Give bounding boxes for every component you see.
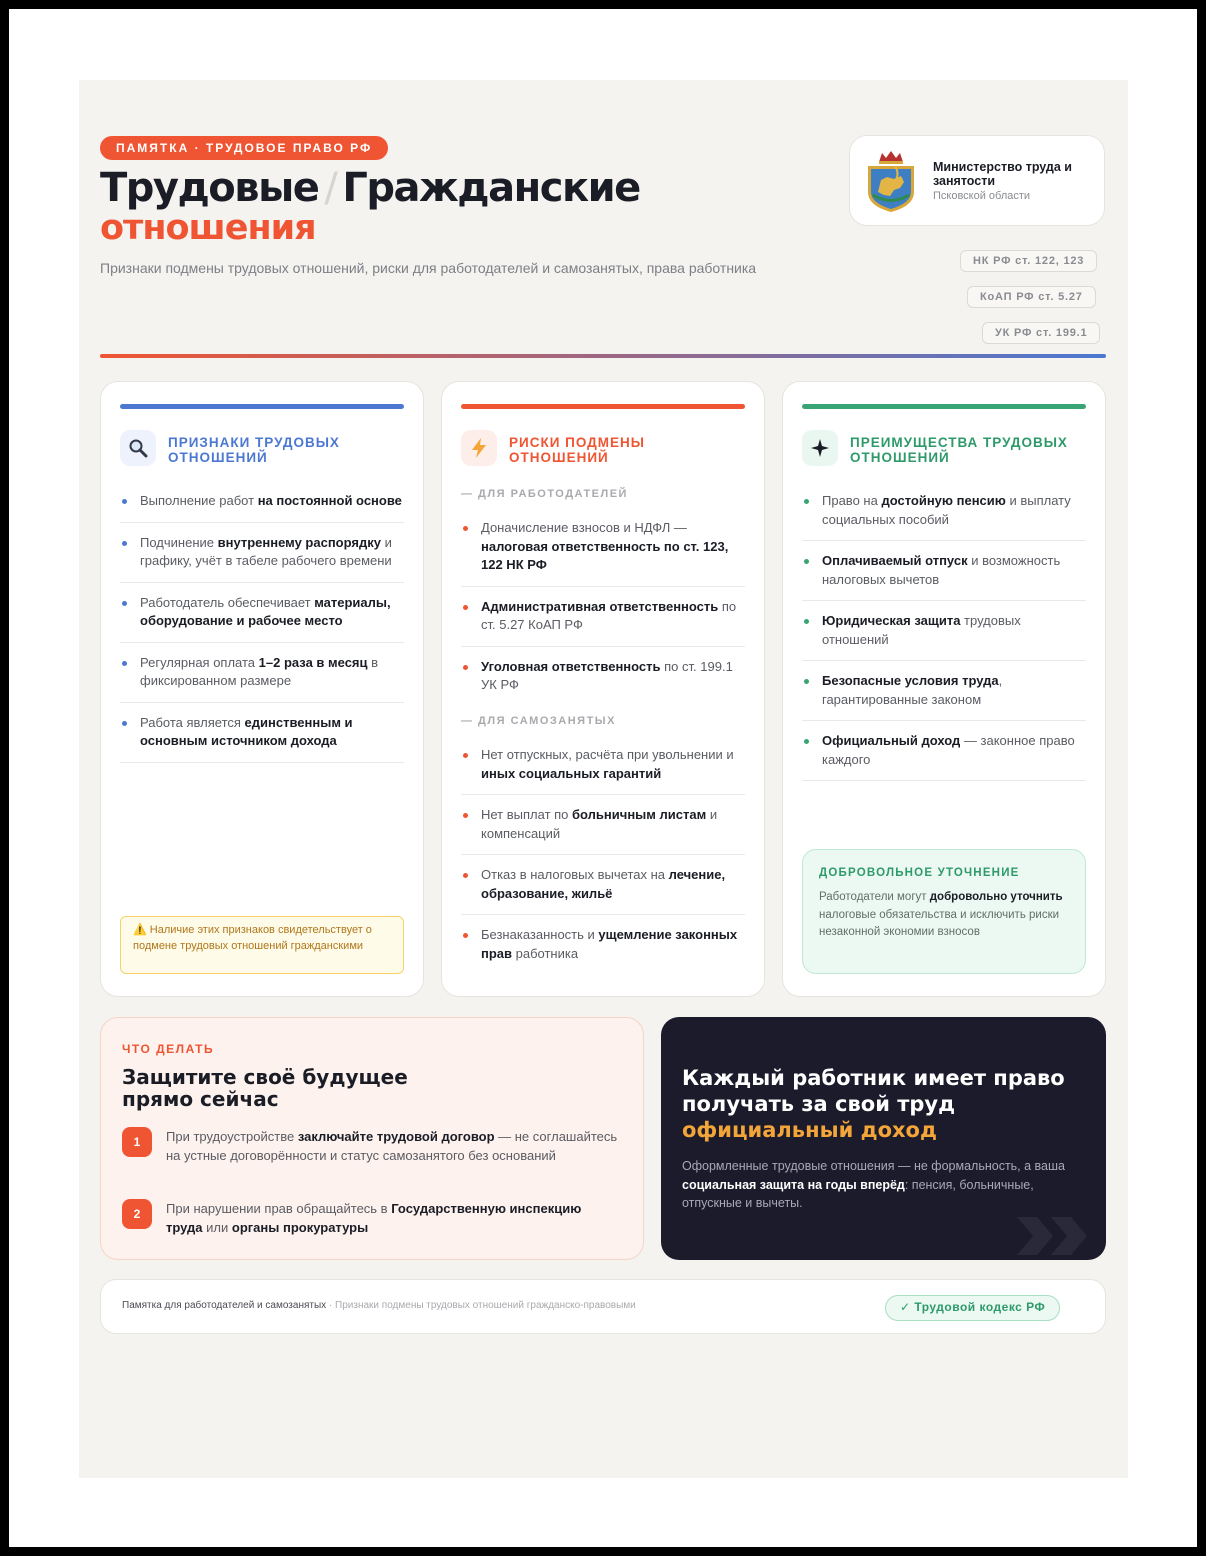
list-item: Право на достойную пенсию и выплату социальных пособий <box>802 492 1086 541</box>
list-item: Отказ в налоговых вычетах на лечение, образование, жильё <box>461 866 745 915</box>
law-tag-criminal-code: УК РФ ст. 199.1 <box>982 322 1100 344</box>
list-item: Уголовная ответственность по ст. 199.1 УК РФ <box>461 658 745 706</box>
title-accent: отношения <box>100 208 316 248</box>
ministry-name: Министерство труда и занятости <box>933 160 1072 188</box>
list-item: Оплачиваемый отпуск и возможность налоговых вычетов <box>802 552 1086 601</box>
title-slash: / <box>324 165 337 211</box>
sparkle-icon <box>802 430 838 466</box>
labor-code-badge: ✓ Трудовой кодекс РФ <box>885 1295 1060 1321</box>
todo-label: ЧТО ДЕЛАТЬ <box>122 1042 215 1056</box>
step-text: При нарушении прав обращайтесь в Государственную инспекцию труда или органы прокуратуры <box>166 1201 582 1235</box>
list-item: Нет выплат по больничным листам и компенсаций <box>461 806 745 855</box>
promo-text: Оформленные трудовые отношения — не формальность, а ваша социальная защита на годы вперёд: пенсия, больничные, отпускные и вычеты. <box>682 1159 1065 1210</box>
selfemployed-risks-list <box>461 746 745 985</box>
ministry-card <box>849 135 1105 226</box>
promo-accent: официальный доход <box>682 1118 937 1142</box>
lightning-icon <box>461 430 497 466</box>
footer-text: Памятка для работодателей и самозанятых · Признаки подмены трудовых отношений гражданско-правовыми <box>122 1300 636 1311</box>
note-title: ДОБРОВОЛЬНОЕ УТОЧНЕНИЕ <box>819 867 1020 879</box>
list-item: Безопасные условия труда, гарантированные законом <box>802 672 1086 721</box>
footer <box>100 1279 1106 1334</box>
warning-icon: ⚠️ <box>133 924 147 936</box>
card-title: ПРЕИМУЩЕСТВА ТРУДОВЫХ ОТНОШЕНИЙ <box>850 435 1068 465</box>
benefits-list <box>802 492 1086 792</box>
header-divider <box>100 354 1106 358</box>
employers-label: — ДЛЯ РАБОТОДАТЕЛЕЙ <box>461 488 628 500</box>
signs-list <box>120 492 404 774</box>
list-item: Выполнение работ на постоянной основе <box>120 492 404 523</box>
voluntary-note <box>802 849 1086 974</box>
chevrons-icon <box>1013 1213 1093 1259</box>
step-number: 2 <box>122 1199 152 1229</box>
list-item: Работа является единственным и основным источником дохода <box>120 714 404 763</box>
search-icon <box>120 430 156 466</box>
todo-title: Защитите своё будущее прямо сейчас <box>122 1065 408 1111</box>
list-item: Нет отпускных, расчёта при увольнении и иных социальных гарантий <box>461 746 745 795</box>
card-accent-bar <box>120 404 404 409</box>
leaflet-page <box>79 80 1128 1478</box>
list-item: Безнаказанность и ущемление законных прав работника <box>461 926 745 974</box>
list-item: Официальный доход — законное право каждого <box>802 732 1086 781</box>
step-text: При трудоустройстве заключайте трудовой договор — не соглашайтесь на устные договорённости и статус самозанятого без оснований <box>166 1129 618 1163</box>
card-accent-bar <box>802 404 1086 409</box>
card-title: РИСКИ ПОДМЕНЫ ОТНОШЕНИЙ <box>509 435 646 465</box>
list-item: Регулярная оплата 1–2 раза в месяц в фиксированном размере <box>120 654 404 703</box>
law-tag-tax-code: НК РФ ст. 122, 123 <box>960 250 1097 272</box>
todo-panel <box>100 1017 644 1260</box>
page-title <box>100 165 640 211</box>
selfemployed-label: — ДЛЯ САМОЗАНЯТЫХ <box>461 715 616 727</box>
promo-title: Каждый работник имеет право получать за свой труд официальный доход <box>682 1066 1065 1142</box>
law-tag-admin-code: КоАП РФ ст. 5.27 <box>967 286 1096 308</box>
card-signs <box>100 381 424 997</box>
note-text: Работодатели могут добровольно уточнить налоговые обязательства и исключить риски незаконной экономии взносов <box>819 891 1063 938</box>
card-benefits <box>782 381 1106 997</box>
list-item: Подчинение внутреннему распорядку и графику, учёт в табеле рабочего времени <box>120 534 404 583</box>
list-item: Работодатель обеспечивает материалы, оборудование и рабочее место <box>120 594 404 643</box>
list-item: Юридическая защита трудовых отношений <box>802 612 1086 661</box>
coat-of-arms-icon <box>864 148 918 214</box>
ministry-region: Псковской области <box>933 190 1031 202</box>
warning-box <box>120 916 404 974</box>
title-part-labor: Трудовые <box>100 165 319 211</box>
employer-risks-list <box>461 519 745 717</box>
list-item: Доначисление взносов и НДФЛ — налоговая ответственность по ст. 123, 122 НК РФ <box>461 519 745 587</box>
promo-panel <box>661 1017 1106 1260</box>
card-title: ПРИЗНАКИ ТРУДОВЫХ ОТНОШЕНИЙ <box>168 435 340 465</box>
title-part-civil: Гражданские <box>342 165 640 211</box>
list-item: Административная ответственность по ст. 5.27 КоАП РФ <box>461 598 745 647</box>
card-risks <box>441 381 765 997</box>
page-subtitle: Признаки подмены трудовых отношений, риски для работодателей и самозанятых, права работника <box>100 260 757 276</box>
step-number: 1 <box>122 1127 152 1157</box>
warning-text: Наличие этих признаков свидетельствует о подмене трудовых отношений гражданскими <box>133 924 372 952</box>
header-pill: ПАМЯТКА · ТРУДОВОЕ ПРАВО РФ <box>100 136 388 160</box>
card-accent-bar <box>461 404 745 409</box>
